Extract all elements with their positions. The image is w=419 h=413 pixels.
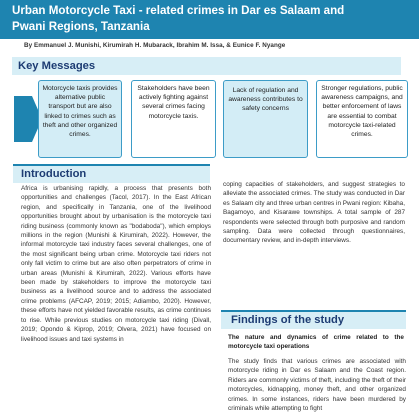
key-messages-row	[38, 80, 408, 158]
key-message-box	[131, 80, 216, 158]
findings-heading: Findings of the study	[221, 310, 406, 329]
findings-body: The study finds that various crimes are associated with motorcycle riding in Dar es Salaam and the Coast region. Riders are commonly victims of theft, including the theft of their motorcycles, kidnapping, money theft, and other organized crimes. In some instances, riders have been murdered by criminals while attempting to fight	[228, 358, 406, 413]
methods-paragraph: coping capacities of stakeholders, and suggest strategies to alleviate the associated crimes. The study was conducted in Dar es Salaam city and three urban centres in Pwani region: Kibaha, Bagamoyo, and Kisarawe townships. A total sample of 287 respondents were selected through both purposive and random sampling. Data were collected through questionnaires, documentary review, and in-depth interviews.	[223, 181, 405, 245]
key-messages-heading: Key Messages	[12, 57, 401, 75]
introduction-heading: Introduction	[13, 164, 210, 183]
key-message-box	[223, 80, 308, 158]
key-message-text: Stakeholders have been actively fighting against several crimes facing motorcycle taxis.	[137, 85, 210, 120]
findings-subheading: The nature and dynamics of crime related to the motorcycle taxi operations	[228, 334, 404, 351]
key-message-box	[316, 80, 408, 158]
title-banner	[0, 0, 419, 39]
page-title-line-1: Urban Motorcycle Taxi - related crimes in Dar es Salaam and	[12, 4, 345, 17]
authors-line: By Emmanuel J. Munishi, Kirumirah H. Mubarack, Ibrahim M. Issa, & Eunice F. Nyange	[24, 42, 286, 49]
key-message-text: Motorcycle taxis provides alternative public transport but are also linked to crimes such as theft and other organized crimes.	[42, 85, 118, 139]
arrow-right-icon	[14, 96, 32, 142]
page-title-line-2: Pwani Regions, Tanzania	[12, 20, 150, 33]
key-message-box	[38, 80, 122, 158]
introduction-body: Africa is urbanising rapidly, a process that presents both opportunities and challenges (Tacol, 2017). In the East African region, and specifically in Tanzania, one of the livelihood opportunities brought about by urbanisation is the motorcycle taxi riding business (commonly known as "bodaboda"), which employs millions in the region (Munishi & Kirumirah, 2022). However, the informal motorcycle taxi industry faces several challenges, one of the most significant being urban crime. Motorcycle taxi riders not only fall victim to crime but are also often perpetrators of crime in urban areas (Munishi & Kirumirah, 2022). Various efforts have been made by stakeholders to improve the motorcycle taxi business as a livelihood source and to address the associated crime problems (AFCAP, 2019; 2015; Adiambo, 2020). However, these efforts have not yielded favorable results, as crime continues to rise. While previous studies on motorcycle taxi riding (Divall, 2019; Opondo & Kiprop, 2019; Olvera, 2021) have focused on livelihood issues and taxi systems in	[21, 185, 211, 343]
key-message-text: Lack of regulation and awareness contributes to safety concerns	[228, 87, 303, 113]
key-message-text: Stronger regulations, public awareness campaigns, and better enforcement of laws are essential to combat motorcycle taxi-related crimes.	[321, 85, 403, 139]
